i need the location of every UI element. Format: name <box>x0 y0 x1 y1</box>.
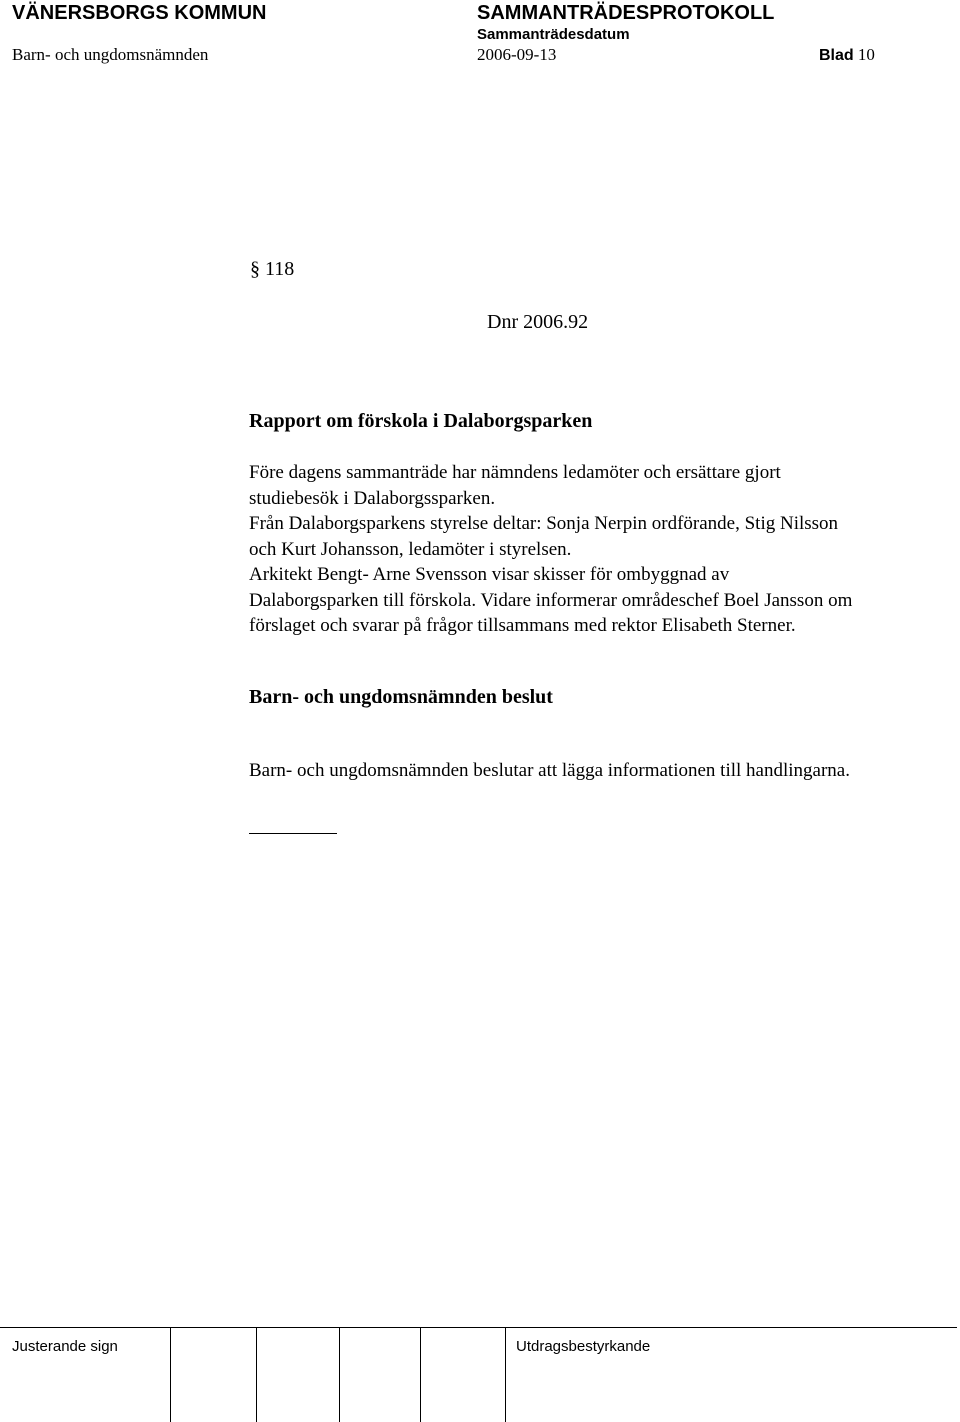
footer-divider <box>420 1328 421 1422</box>
body-line: studiebesök i Dalaborgssparken. <box>249 487 496 509</box>
sheet-number: 10 <box>857 45 875 64</box>
body-line: Före dagens sammanträde har nämndens ledamöter och ersättare gjort <box>249 462 781 483</box>
decision-text: Barn- och ungdomsnämnden beslutar att lägga informationen till handlingarna. <box>249 760 850 781</box>
signature-footer <box>0 1327 957 1422</box>
document-type: SAMMANTRÄDESPROTOKOLL <box>477 2 775 24</box>
body-line: Dalaborgsparken till förskola. Vidare informerar områdeschef Boel Jansson om <box>249 589 853 611</box>
footer-divider <box>339 1328 340 1422</box>
meeting-date-label: Sammanträdesdatum <box>477 26 630 43</box>
meeting-date: 2006-09-13 <box>477 45 557 64</box>
footer-divider <box>256 1328 257 1422</box>
sheet-number-field <box>819 45 875 65</box>
footer-divider <box>170 1328 171 1422</box>
sheet-label: Blad <box>819 47 854 64</box>
item-body <box>249 460 852 639</box>
organization-name: VÄNERSBORGS KOMMUN <box>12 2 267 24</box>
footer-divider <box>505 1328 506 1422</box>
item-title: Rapport om förskola i Dalaborgsparken <box>249 410 593 432</box>
end-rule <box>249 833 337 834</box>
body-line: Från Dalaborgsparkens styrelse deltar: Sonja Nerpin ordförande, Stig Nilsson <box>249 513 839 534</box>
body-line: och Kurt Johansson, ledamöter i styrelsen. <box>249 538 572 560</box>
body-line: Arkitekt Bengt- Arne Svensson visar skisser för ombyggnad av <box>249 564 730 585</box>
justering-label: Justerande sign <box>12 1338 118 1355</box>
decision-heading: Barn- och ungdomsnämnden beslut <box>249 686 553 708</box>
diary-number: Dnr 2006.92 <box>487 311 589 333</box>
body-line: förslaget och svarar på frågor tillsammans med rektor Elisabeth Sterner. <box>249 615 796 636</box>
committee-name: Barn- och ungdomsnämnden <box>12 45 209 64</box>
utdrag-label: Utdragsbestyrkande <box>516 1338 651 1355</box>
paragraph-number: § 118 <box>250 258 295 280</box>
